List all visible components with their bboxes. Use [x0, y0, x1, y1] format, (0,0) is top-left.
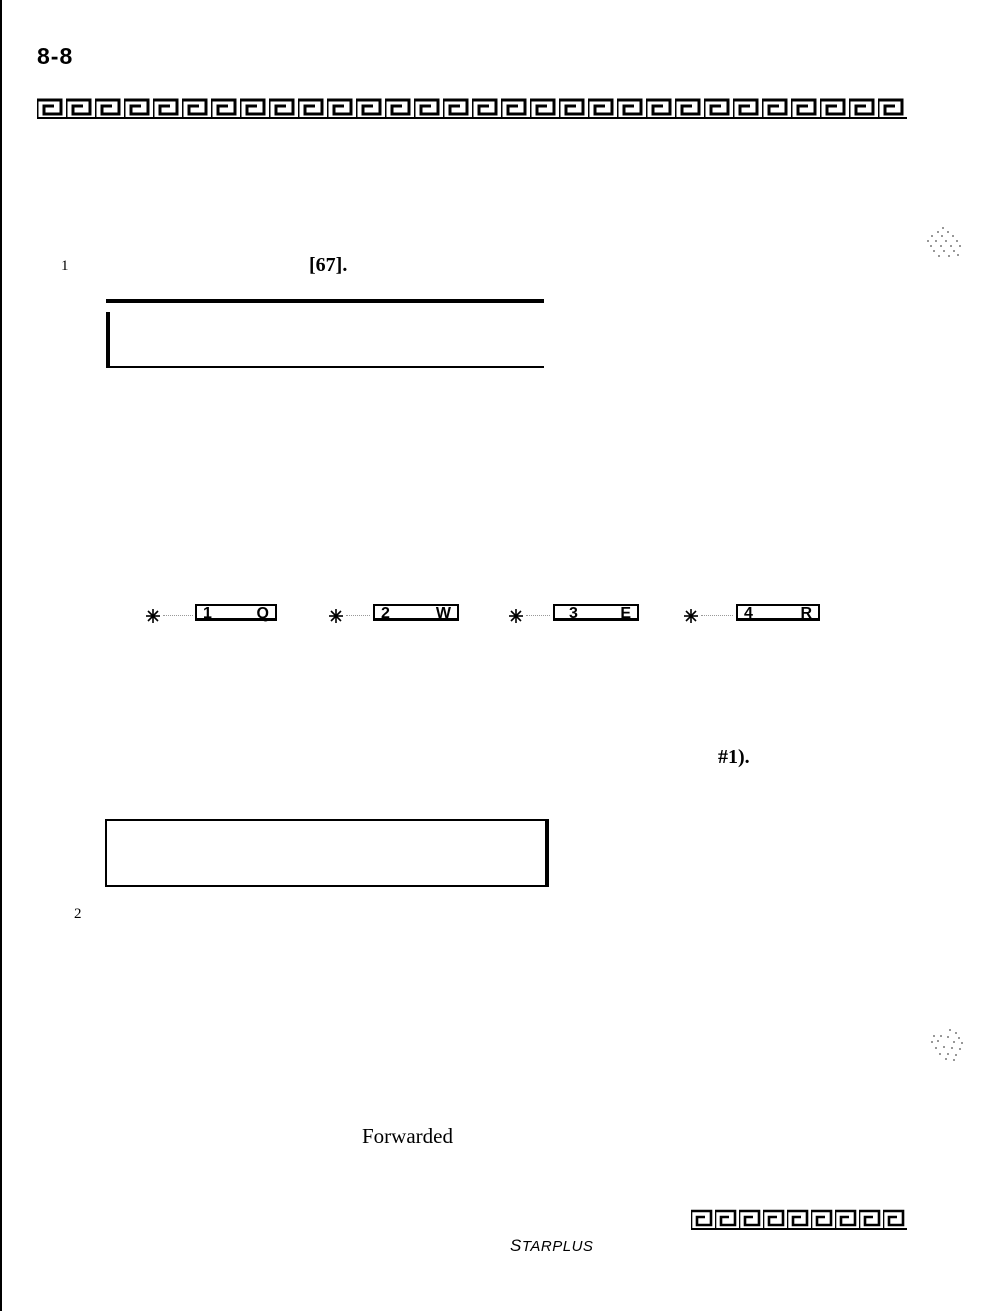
footer-brand	[510, 1236, 593, 1256]
asterisk-burst-icon	[328, 608, 344, 624]
footer-brand-initial: S	[510, 1236, 522, 1255]
note-box-1-left-bar	[106, 312, 110, 368]
halftone-decoration-top	[922, 224, 964, 262]
step-number-2: 2	[74, 906, 82, 922]
key-letter: W	[435, 605, 451, 622]
halftone-decoration-bottom	[926, 1026, 968, 1064]
key-button-2[interactable]	[328, 604, 463, 628]
keycap-4	[736, 604, 820, 621]
key-digit: 4	[744, 605, 753, 622]
keycap-3	[553, 604, 639, 621]
key-button-4[interactable]	[683, 604, 823, 628]
leader-dots	[346, 615, 370, 616]
note-box-1-bottom-rule	[106, 366, 544, 368]
asterisk-burst-icon	[683, 608, 699, 624]
note-box-2-right-bar	[545, 819, 549, 887]
greek-key-border-top	[37, 97, 907, 119]
keycap-2	[373, 604, 459, 621]
asterisk-burst-icon	[145, 608, 161, 624]
note-box-2-bottom-rule	[105, 885, 549, 887]
note-box-1-top-rule	[106, 299, 544, 303]
asterisk-burst-icon	[508, 608, 524, 624]
key-digit: 3	[569, 605, 578, 622]
leader-dots	[163, 615, 193, 616]
footer-brand-rest: TARPLUS	[521, 1238, 594, 1255]
key-digit: 2	[381, 605, 390, 622]
key-letter: E	[620, 605, 631, 622]
note-box-2-left-rule	[105, 819, 107, 887]
key-digit: 1	[203, 605, 212, 622]
note-box-2-top-rule	[107, 819, 547, 821]
keycap-1	[195, 604, 277, 621]
key-button-1[interactable]	[145, 604, 280, 628]
key-letter: R	[800, 605, 812, 622]
step-number-1: 1	[61, 258, 69, 274]
reference-code: #1).	[718, 746, 750, 768]
key-letter: Q	[256, 605, 269, 622]
page-left-edge	[0, 0, 2, 1311]
forwarded-text: Forwarded	[362, 1124, 453, 1148]
greek-key-border-bottom	[691, 1208, 907, 1230]
page-number: 8-8	[37, 43, 74, 69]
key-button-3[interactable]	[508, 604, 643, 628]
feature-code: [67].	[309, 254, 348, 276]
leader-dots	[526, 615, 550, 616]
leader-dots	[701, 615, 733, 616]
